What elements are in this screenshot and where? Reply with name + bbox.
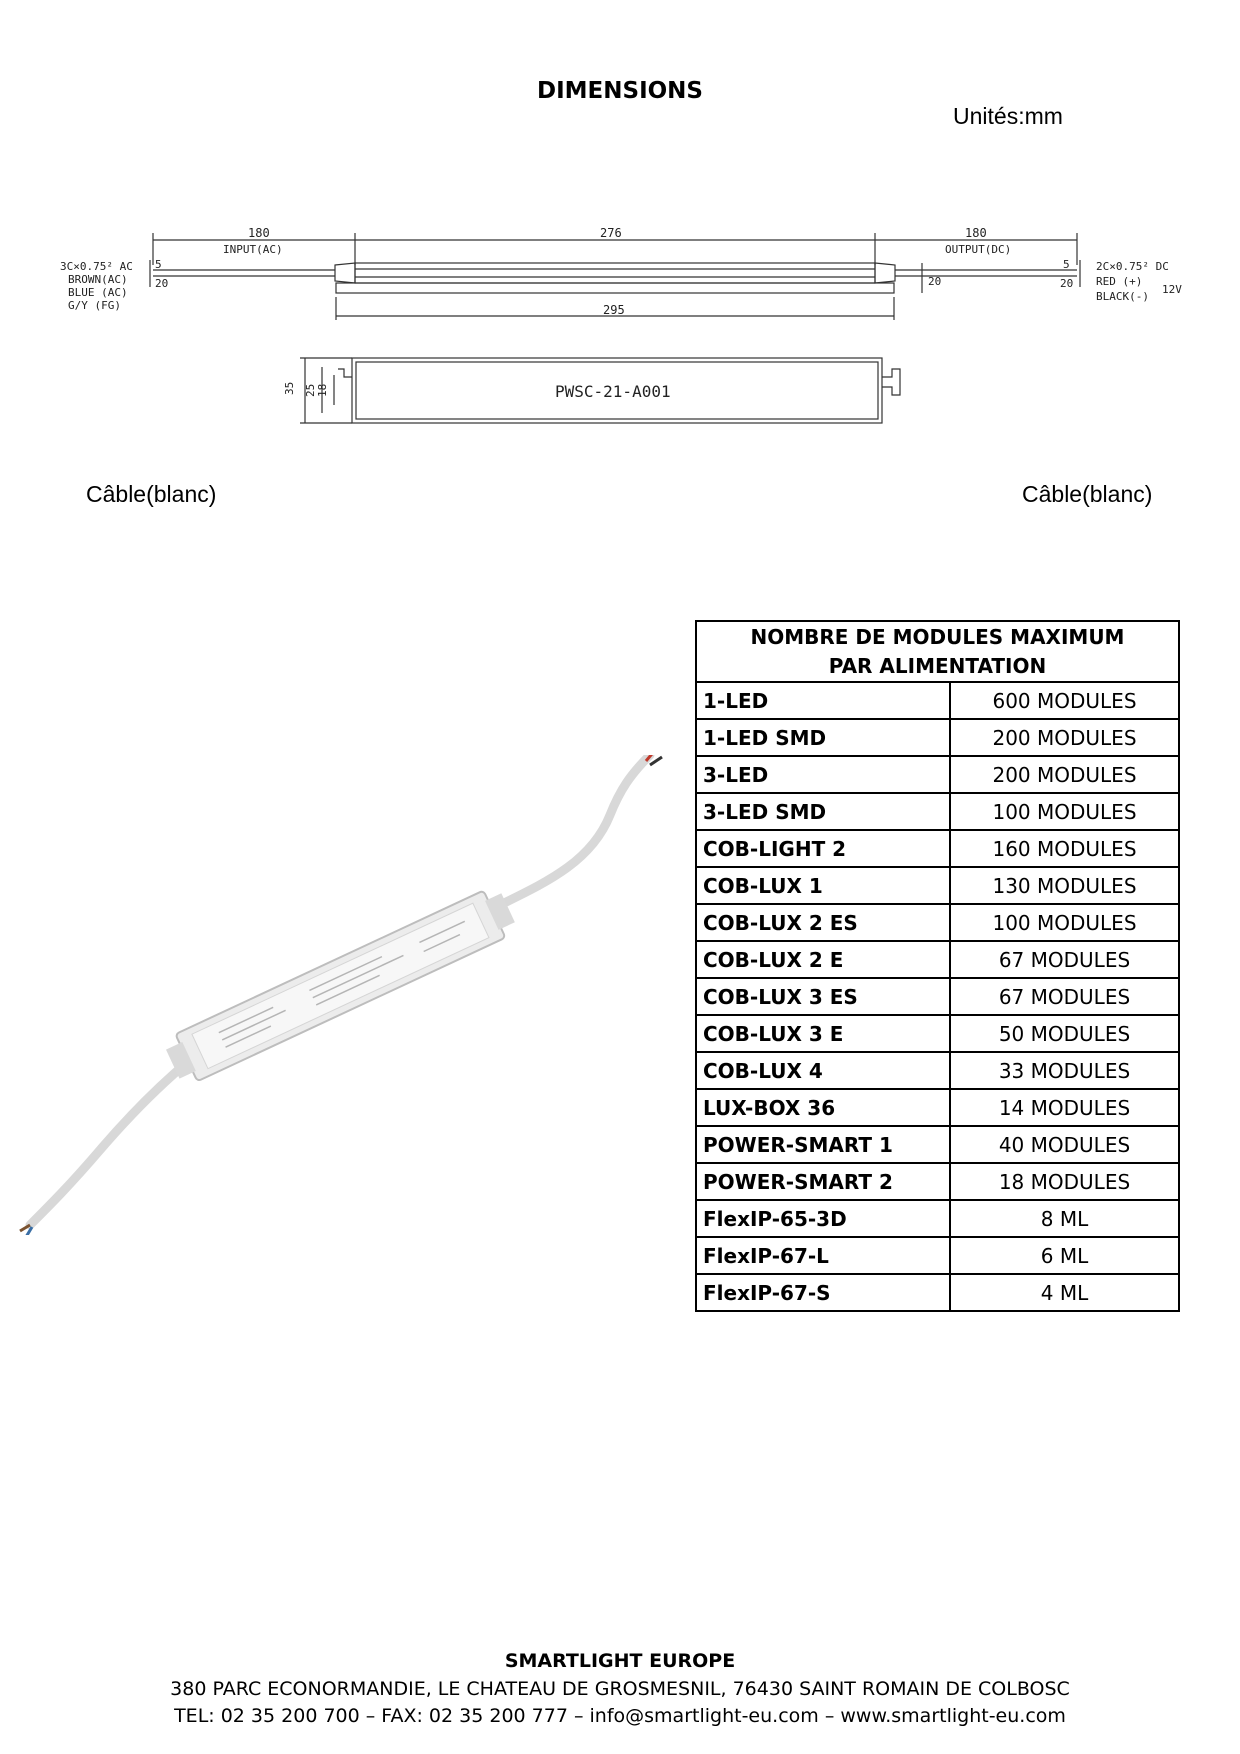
table-row [696,1200,1179,1237]
table-row [696,756,1179,793]
top-dim-18: 18 [316,383,329,397]
table-row [696,1052,1179,1089]
footer-company: SMARTLIGHT EUROPE [504,1650,736,1672]
output-spec-3: BLACK(-) [1096,290,1149,303]
module-name: COB-LUX 3 E [696,1015,950,1052]
table-row [696,867,1179,904]
table-row [696,1274,1179,1311]
module-count: 14 MODULES [950,1089,1179,1126]
module-name: FlexIP-67-L [696,1237,950,1274]
table-row [696,793,1179,830]
table-row [696,1163,1179,1200]
driver-body [162,884,519,1087]
output-voltage: 12V [1162,283,1182,296]
input-cable [20,1060,190,1235]
module-name: COB-LUX 4 [696,1052,950,1089]
module-count: 50 MODULES [950,1015,1179,1052]
module-name: COB-LUX 2 ES [696,904,950,941]
module-count: 67 MODULES [950,978,1179,1015]
module-name: FlexIP-65-3D [696,1200,950,1237]
input-spec-1: 3C×0.75² AC [60,260,133,273]
dim-input-label: INPUT(AC) [223,243,283,256]
footer-contact: TEL: 02 35 200 700 – FAX: 02 35 200 777 – info@smartlight-eu.com – www.smartlight-eu.com [174,1705,1066,1727]
table-row [696,1015,1179,1052]
module-name: COB-LUX 3 ES [696,978,950,1015]
module-count: 6 ML [950,1237,1179,1274]
module-name: 1-LED SMD [696,719,950,756]
table-row [696,1089,1179,1126]
dim-output-length: 180 [965,226,987,240]
input-spec-3: BLUE (AC) [68,286,128,299]
module-count: 130 MODULES [950,867,1179,904]
dim-strip-left-b: 20 [155,277,169,290]
module-count: 200 MODULES [950,756,1179,793]
units-label: Unités:mm [953,103,1063,129]
module-count: 8 ML [950,1200,1179,1237]
module-name: COB-LUX 1 [696,867,950,904]
module-name: 3-LED [696,756,950,793]
module-count: 200 MODULES [950,719,1179,756]
output-spec-2: RED (+) [1096,275,1143,288]
page-title: DIMENSIONS [537,78,703,104]
input-spec-4: G/Y (FG) [68,299,121,312]
product-photo [10,755,670,1235]
dim-strip-left-a: 5 [155,258,162,271]
table-row [696,719,1179,756]
table-row [696,682,1179,719]
model-number: PWSC-21-A001 [555,382,671,401]
table-header-line2: PAR ALIMENTATION [828,653,1047,678]
cable-label-right: Câble(blanc) [1022,481,1153,507]
table-header [696,621,1179,682]
output-spec-1: 2C×0.75² DC [1096,260,1169,273]
cable-label-left: Câble(blanc) [86,481,217,507]
table-row [696,978,1179,1015]
module-count: 600 MODULES [950,682,1179,719]
module-name: POWER-SMART 2 [696,1163,950,1200]
input-spec-2: BROWN(AC) [68,273,128,286]
footer-address: 380 PARC ECONORMANDIE, LE CHATEAU DE GROSMESNIL, 76430 SAINT ROMAIN DE COLBOSC [170,1678,1070,1700]
dimension-drawing [60,225,1210,435]
module-count: 18 MODULES [950,1163,1179,1200]
dim-input-length: 180 [248,226,270,240]
modules-table [695,620,1180,1312]
output-cable [490,755,662,910]
module-name: POWER-SMART 1 [696,1126,950,1163]
top-dim-35: 35 [283,381,296,395]
top-dim-25: 25 [304,383,317,397]
dim-output-label: OUTPUT(DC) [945,243,1012,256]
table-row [696,904,1179,941]
table-header-row [696,621,1179,682]
table-row [696,941,1179,978]
dim-body-length: 276 [600,226,622,240]
table-body [696,682,1179,1311]
module-name: COB-LUX 2 E [696,941,950,978]
module-count: 4 ML [950,1274,1179,1311]
dim-total-length: 295 [603,303,625,317]
module-count: 40 MODULES [950,1126,1179,1163]
module-count: 100 MODULES [950,793,1179,830]
module-count: 160 MODULES [950,830,1179,867]
module-name: COB-LIGHT 2 [696,830,950,867]
module-name: 1-LED [696,682,950,719]
module-count: 100 MODULES [950,904,1179,941]
table-header-line1: NOMBRE DE MODULES MAXIMUM [750,624,1125,649]
dim-strip-right-b: 20 [1060,277,1074,290]
module-name: FlexIP-67-S [696,1274,950,1311]
module-name: LUX-BOX 36 [696,1089,950,1126]
module-name: 3-LED SMD [696,793,950,830]
dim-strip-right-a: 5 [1063,258,1070,271]
dim-height: 20 [928,275,942,288]
table-row [696,1126,1179,1163]
table-row [696,1237,1179,1274]
module-count: 67 MODULES [950,941,1179,978]
table-row [696,830,1179,867]
module-count: 33 MODULES [950,1052,1179,1089]
